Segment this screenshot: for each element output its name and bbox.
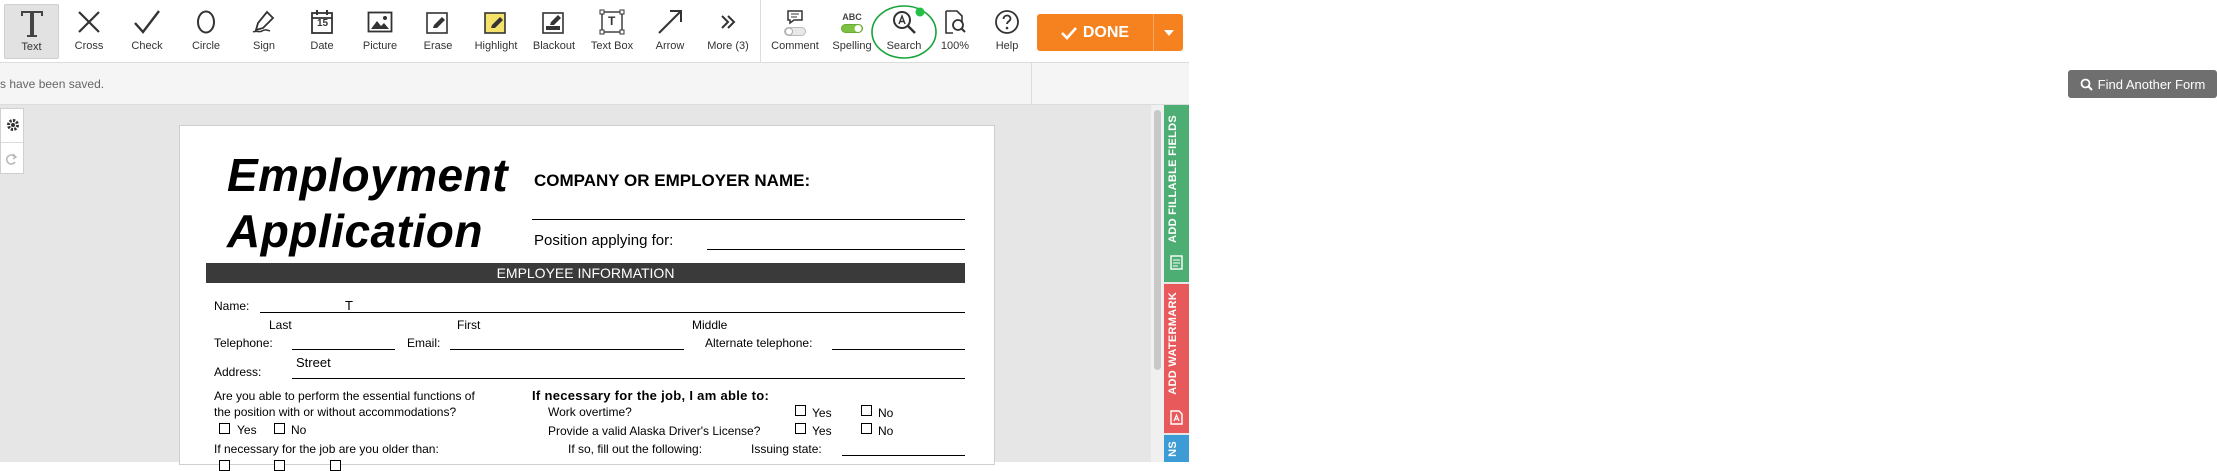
highlight-tool-label: Highlight xyxy=(474,40,518,52)
license-yes-label: Yes xyxy=(812,424,832,438)
add-fillable-fields-label: ADD FILLABLE FIELDS xyxy=(1167,115,1179,243)
textbox-letter: T xyxy=(608,14,616,28)
position-label: Position applying for: xyxy=(534,232,674,249)
help-label: Help xyxy=(995,40,1019,52)
sign-tool-label: Sign xyxy=(252,40,276,52)
street-label: Street xyxy=(296,355,331,370)
license-no-label: No xyxy=(878,424,894,438)
essential-question-line2: the position with or without accommodations? xyxy=(214,405,457,419)
date-tool-button[interactable] xyxy=(296,4,348,59)
find-another-form-label: Find Another Form xyxy=(2097,76,2206,92)
more-tools-button[interactable] xyxy=(702,4,754,59)
search-icon xyxy=(2080,78,2093,91)
overtime-no-label: No xyxy=(878,406,894,420)
position-line[interactable] xyxy=(707,249,965,250)
picture-tool-button[interactable] xyxy=(354,4,406,59)
name-label: Name: xyxy=(214,299,250,313)
telephone-line[interactable] xyxy=(292,349,395,350)
done-label: DONE xyxy=(1082,23,1130,41)
erase-tool-label: Erase xyxy=(423,40,453,52)
blackout-tool-label: Blackout xyxy=(532,40,576,52)
fields-icon xyxy=(1170,255,1183,270)
erase-tool-button[interactable] xyxy=(412,4,464,59)
done-main[interactable] xyxy=(1037,14,1153,51)
toolbar xyxy=(0,0,1189,63)
text-icon xyxy=(19,5,45,41)
picture-tool-label: Picture xyxy=(362,40,398,52)
cross-icon xyxy=(76,4,102,40)
check-icon xyxy=(1061,26,1077,40)
document-workspace xyxy=(0,105,1189,462)
sign-icon xyxy=(250,4,278,40)
essential-no-checkbox[interactable] xyxy=(274,423,285,434)
arrow-icon xyxy=(656,4,684,40)
section-header-label: EMPLOYEE INFORMATION xyxy=(496,265,675,281)
left-tool-rail xyxy=(0,108,24,174)
gear-icon[interactable] xyxy=(6,118,20,132)
textbox-tool-label: Text Box xyxy=(590,40,634,52)
comment-icon xyxy=(784,4,806,40)
eraser-icon xyxy=(425,4,451,40)
highlight-tool-button[interactable] xyxy=(470,4,522,59)
find-another-form-button[interactable] xyxy=(2068,70,2217,98)
company-line[interactable] xyxy=(532,219,965,220)
email-line[interactable] xyxy=(450,349,684,350)
scrollbar-thumb[interactable] xyxy=(1154,110,1161,370)
spelling-icon xyxy=(841,4,863,40)
middle-sublabel: Middle xyxy=(692,318,728,332)
last-sublabel: Last xyxy=(269,318,292,332)
add-watermark-label: ADD WATERMARK xyxy=(1167,292,1179,395)
watermark-icon xyxy=(1170,410,1183,425)
toolbar-divider xyxy=(760,0,761,63)
first-sublabel: First xyxy=(457,318,481,332)
arrow-tool-label: Arrow xyxy=(655,40,685,52)
essential-yes-checkbox[interactable] xyxy=(219,423,230,434)
zoom-button[interactable] xyxy=(930,4,980,59)
form-title-line2: Application xyxy=(227,205,483,257)
license-yes-checkbox[interactable] xyxy=(795,423,806,434)
blackout-icon xyxy=(541,4,567,40)
telephone-label: Telephone: xyxy=(214,336,273,350)
calendar-icon xyxy=(310,4,334,40)
spelling-label: Spelling xyxy=(832,40,872,52)
caret-down-icon xyxy=(1164,30,1174,36)
blackout-tool-button[interactable] xyxy=(528,4,580,59)
address-label: Address: xyxy=(214,365,262,379)
issuing-state-label: Issuing state: xyxy=(751,442,822,456)
zoom-label: 100% xyxy=(940,40,970,52)
saved-message: s have been saved. xyxy=(0,77,105,91)
comment-toggle-button[interactable] xyxy=(766,4,824,59)
age-checkbox-2[interactable] xyxy=(274,460,285,471)
textbox-icon xyxy=(599,4,625,40)
add-watermark-tab[interactable] xyxy=(1164,284,1189,433)
highlighter-icon xyxy=(483,4,509,40)
overtime-yes-label: Yes xyxy=(812,406,832,420)
circle-tool-label: Circle xyxy=(191,40,221,52)
check-tool-button[interactable] xyxy=(121,4,173,59)
cross-tool-button[interactable] xyxy=(63,4,115,59)
add-fillable-fields-tab[interactable] xyxy=(1164,105,1189,282)
issuing-state-line[interactable] xyxy=(842,455,965,456)
help-icon xyxy=(994,4,1020,40)
address-line[interactable] xyxy=(292,378,965,379)
sign-tool-button[interactable] xyxy=(238,4,290,59)
comment-label: Comment xyxy=(771,40,819,52)
name-line[interactable] xyxy=(260,312,965,313)
document-page xyxy=(179,125,995,465)
done-button[interactable] xyxy=(1037,14,1183,51)
spelling-abc: ABC xyxy=(842,11,862,22)
circle-tool-button[interactable] xyxy=(180,4,232,59)
check-tool-label: Check xyxy=(131,40,163,52)
essential-yes-label: Yes xyxy=(237,423,257,437)
overtime-question: Work overtime? xyxy=(548,405,632,419)
search-label: Search xyxy=(886,40,922,52)
double-chevron-icon xyxy=(719,4,737,40)
older-question: If necessary for the job are you older than: xyxy=(214,442,439,456)
date-tool-label: Date xyxy=(310,40,334,52)
if-so-label: If so, fill out the following: xyxy=(568,442,703,456)
calendar-day: 15 xyxy=(317,18,329,29)
age-checkbox-3[interactable] xyxy=(330,460,341,471)
overtime-no-checkbox[interactable] xyxy=(861,405,872,416)
more-tools-label: More (3) xyxy=(707,40,749,52)
company-label: COMPANY OR EMPLOYER NAME: xyxy=(534,171,811,190)
done-dropdown-button[interactable] xyxy=(1153,14,1183,51)
essential-no-label: No xyxy=(291,423,307,437)
form-title-line1: Employment xyxy=(227,149,509,201)
zoom-icon xyxy=(943,4,967,40)
age-checkbox-1[interactable] xyxy=(219,460,230,471)
arrow-tool-button[interactable] xyxy=(644,4,696,59)
text-tool-button[interactable] xyxy=(4,4,59,59)
name-typed-text[interactable]: T xyxy=(345,298,353,313)
find-form-container xyxy=(1031,63,2206,105)
overtime-yes-checkbox[interactable] xyxy=(795,405,806,416)
license-no-checkbox[interactable] xyxy=(861,423,872,434)
vertical-scrollbar[interactable] xyxy=(1151,105,1164,462)
refresh-icon[interactable] xyxy=(5,152,17,166)
check-icon xyxy=(133,4,161,40)
picture-icon xyxy=(367,4,393,40)
notification-bar xyxy=(0,63,2206,105)
text-tool-label: Text xyxy=(21,41,42,53)
essential-question-line1: Are you able to perform the essential functions of xyxy=(214,389,475,403)
alt-phone-label: Alternate telephone: xyxy=(705,336,813,350)
circle-icon xyxy=(195,4,217,40)
alt-phone-line[interactable] xyxy=(832,349,965,350)
license-question: Provide a valid Alaska Driver's License? xyxy=(548,424,761,438)
employee-info-header xyxy=(206,263,965,283)
email-label: Email: xyxy=(407,336,441,350)
third-side-tab-label: NS xyxy=(1167,441,1179,457)
cross-tool-label: Cross xyxy=(74,40,104,52)
able-header: If necessary for the job, I am able to: xyxy=(532,388,770,403)
third-side-tab[interactable] xyxy=(1164,435,1189,462)
textbox-tool-button[interactable] xyxy=(586,4,638,59)
help-button[interactable] xyxy=(982,4,1032,59)
